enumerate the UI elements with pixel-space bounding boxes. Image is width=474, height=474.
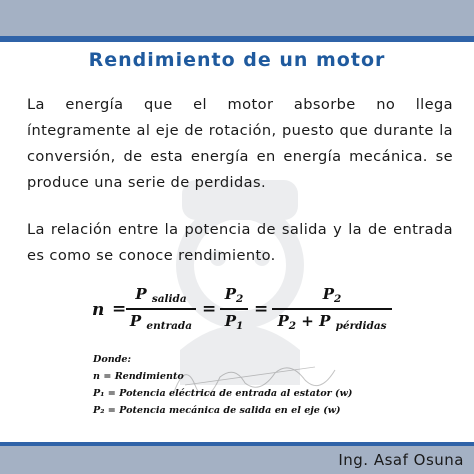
efficiency-formula — [92, 285, 392, 341]
fraction-p2-total — [272, 285, 392, 332]
author-credit: Ing. Asaf Osuna — [338, 451, 464, 469]
legend-item: P₁ = Potencia eléctrica de entrada al estator (w) — [93, 388, 353, 399]
fraction-denominator: $P_2 + P$ $_{pérdidas}$ — [277, 311, 387, 332]
legend — [93, 351, 433, 419]
formula-equals: = — [202, 299, 217, 319]
legend-heading: Donde: — [93, 354, 132, 365]
top-rule — [0, 36, 474, 42]
fraction-numerator: $P_2$ — [322, 285, 342, 305]
formula-equals: = — [112, 299, 127, 319]
legend-item: n = Rendimiento — [93, 371, 184, 382]
fraction-denominator: $P_1$ — [224, 311, 244, 332]
paragraph-relation: La relación entre la potencia de salida y la de entrada es como se conoce rendimiento. — [27, 221, 453, 264]
fraction-output-input — [126, 285, 196, 332]
top-band — [0, 0, 474, 36]
fraction-numerator: $P_2$ — [224, 285, 244, 305]
legend-item: P₂ = Potencia mecánica de salida en el eje (w) — [93, 405, 341, 416]
paragraph-energy: La energía que el motor absorbe no llega íntegramente al eje de rotación, puesto que durante la conversión, de esta energía en energía mecánica. se produce una serie de perdidas. — [27, 96, 453, 191]
formula-n: n — [92, 300, 105, 320]
page-title: Rendimiento de un motor — [88, 49, 386, 71]
fraction-denominator: P $_{entrada}$ — [129, 311, 193, 332]
fraction-p2-p1 — [220, 285, 248, 332]
formula-equals: = — [254, 299, 269, 319]
fraction-numerator: P $_{salida}$ — [135, 285, 187, 305]
